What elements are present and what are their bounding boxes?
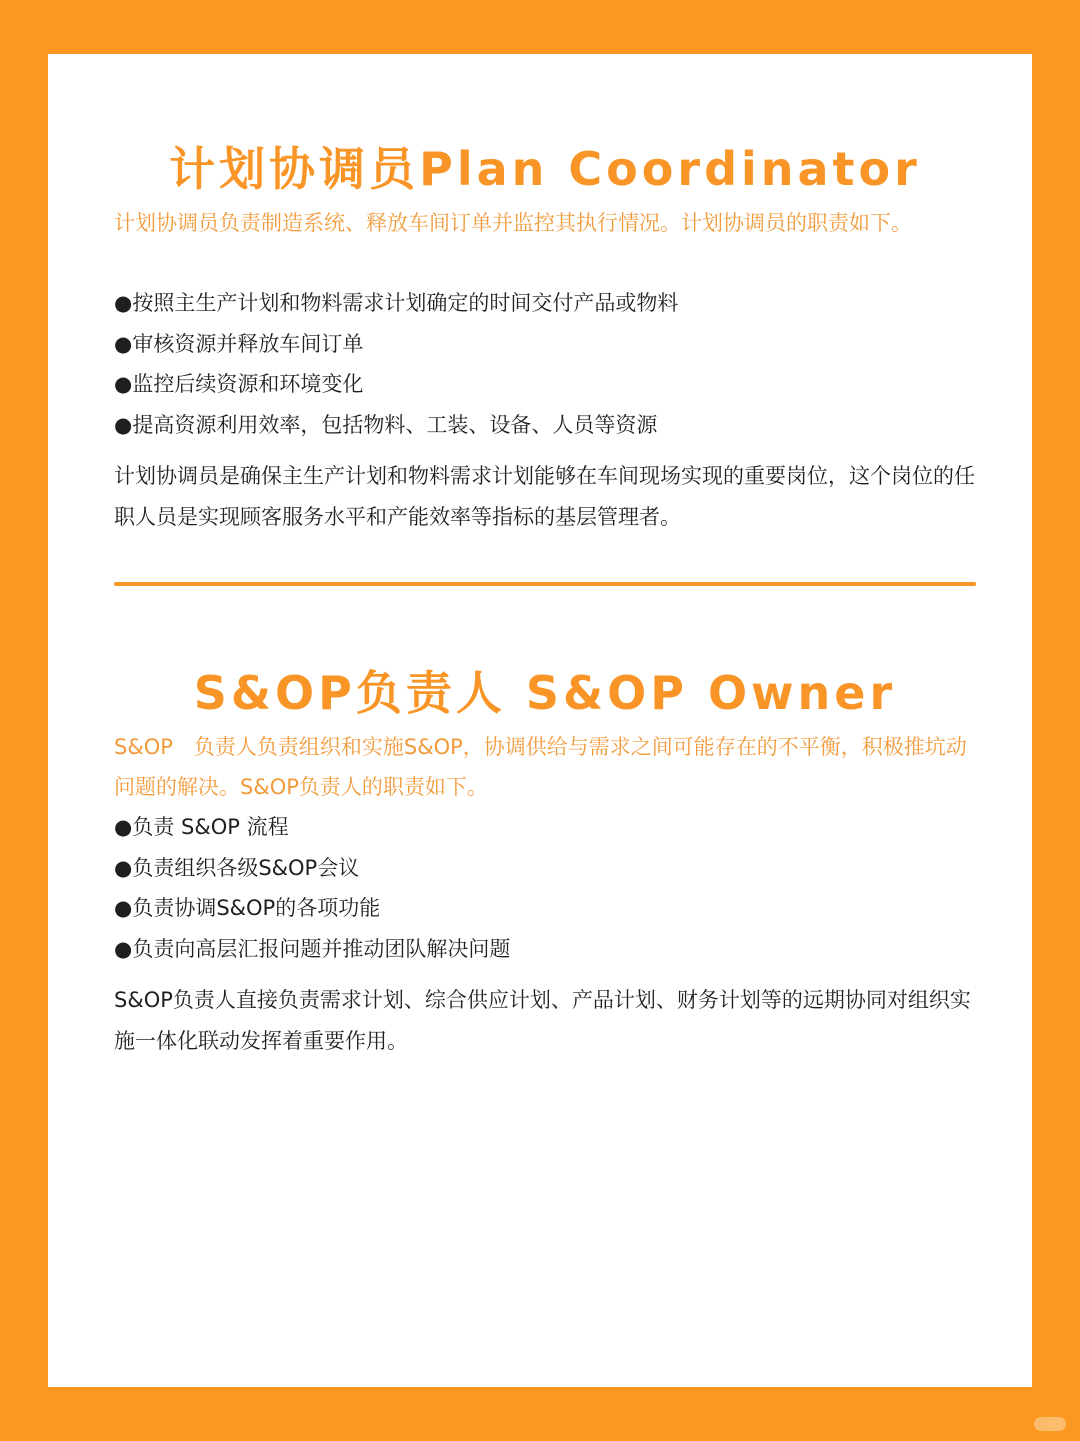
section-title-plan-coordinator: 计划协调员Plan Coordinator: [169, 141, 921, 196]
duty-item: ●负责组织各级S&OP会议: [114, 855, 360, 880]
duty-list-plan-coordinator: [114, 283, 976, 445]
duty-item: ●审核资源并释放车间订单: [114, 331, 364, 356]
duty-item: ●负责 S&OP 流程: [114, 815, 289, 839]
section-divider: [114, 582, 976, 586]
duty-item: ●提高资源利用效率，包括物料、工装、设备、人员等资源: [114, 412, 658, 437]
section-intro-plan-coordinator: 计划协调员负责制造系统、释放车间订单并监控其执行情况。计划协调员的职责如下。: [114, 211, 912, 235]
section-title-sop-owner: S&OP负责人 S&OP Owner: [193, 665, 897, 720]
section-intro-sop-owner: S&OP 负责人负责组织和实施S&OP，协调供给与需求之间可能存在的不平衡，积极推坑动问题的解决。S&OP负责人的职责如下。: [114, 735, 967, 799]
duty-item: ●按照主生产计划和物料需求计划确定的时间交付产品或物料: [114, 291, 679, 315]
duty-list-sop-owner: [114, 807, 976, 969]
section-summary-sop-owner: S&OP负责人直接负责需求计划、综合供应计划、产品计划、财务计划等的远期协同对组织实施一体化联动发挥着重要作用。: [114, 988, 971, 1053]
content-card: [48, 54, 1032, 1387]
section-summary-plan-coordinator: 计划协调员是确保主生产计划和物料需求计划能够在车间现场实现的重要岗位，这个岗位的任职人员是实现顾客服务水平和产能效率等指标的基层管理者。: [114, 464, 975, 529]
duty-item: ●负责协调S&OP的各项功能: [114, 896, 381, 920]
watermark-badge: [1034, 1417, 1066, 1431]
duty-item: ●监控后续资源和环境变化: [114, 372, 364, 396]
duty-item: ●负责向高层汇报问题并推动团队解决问题: [114, 936, 511, 961]
